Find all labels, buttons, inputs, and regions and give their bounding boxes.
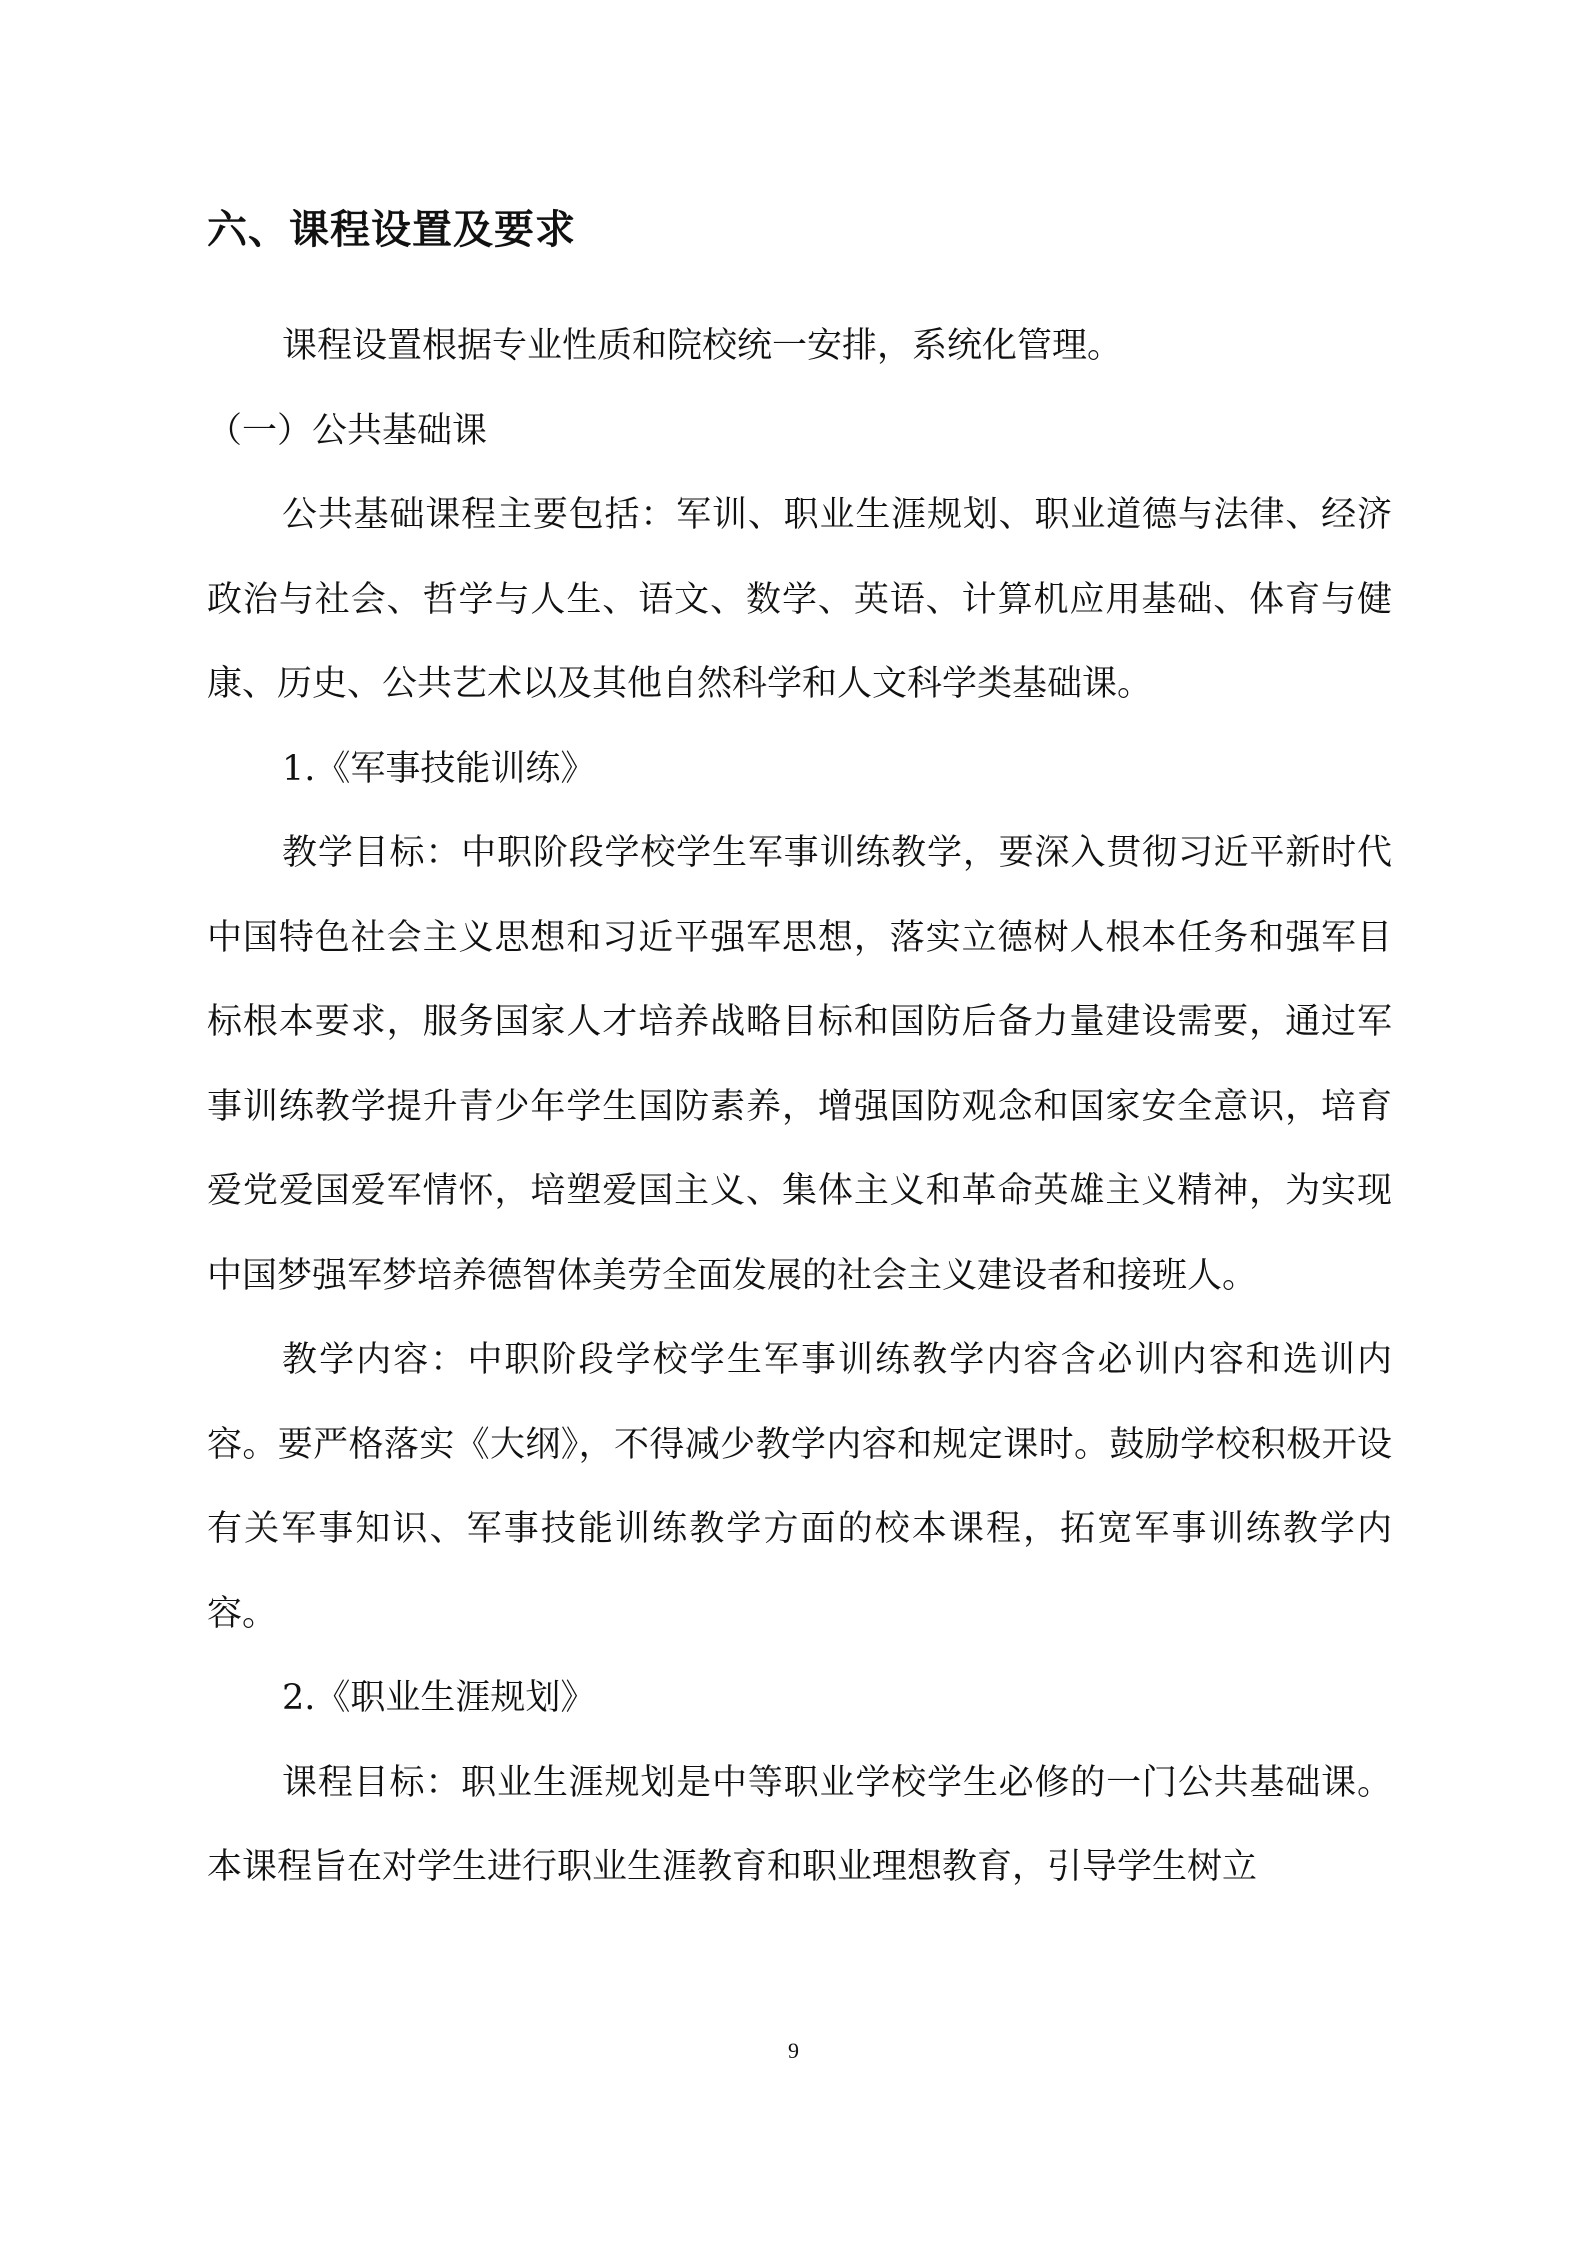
course2-title: 2.《职业生涯规划》 [282, 1678, 596, 1718]
page-number: 9 [788, 2038, 799, 2063]
course2-objective-paragraph: 课程目标：职业生涯规划是中等职业学校学生必修的一门公共基础课。本课程旨在对学生进行职业生涯教育和职业理想教育，引导学生树立 [207, 1762, 1392, 1887]
section-title: 六、课程设置及要求 [207, 207, 576, 253]
subsection-title: （一）公共基础课 [207, 410, 488, 451]
course1-content-paragraph: 教学内容：中职阶段学校学生军事训练教学内容含必训内容和选训内容。要严格落实《大纲》，不得减少教学内容和规定课时。鼓励学校积极开设有关军事知识、军事技能训练教学方面的校本课程，拓宽军事训练教学内容。 [207, 1340, 1392, 1634]
page-content [207, 200, 1392, 1910]
public-courses-paragraph: 公共基础课程主要包括：军训、职业生涯规划、职业道德与法律、经济政治与社会、哲学与人生、语文、数学、英语、计算机应用基础、体育与健康、历史、公共艺术以及其他自然科学和人文科学类基础课。 [207, 495, 1392, 704]
intro-paragraph: 课程设置根据专业性质和院校统一安排，系统化管理。 [282, 326, 1123, 366]
course1-objective-paragraph: 教学目标：中职阶段学校学生军事训练教学，要深入贯彻习近平新时代中国特色社会主义思想和习近平强军思想，落实立德树人根本任务和强军目标根本要求，服务国家人才培养战略目标和国防后备力量建设需要，通过军事训练教学提升青少年学生国防素养，增强国防观念和国家安全意识，培育爱党爱国爱军情怀，培塑爱国主义、集体主义和革命英雄主义精神，为实现中国梦强军梦培养德智体美劳全面发展的社会主义建设者和接班人。 [207, 833, 1392, 1296]
course1-title: 1.《军事技能训练》 [282, 748, 596, 789]
